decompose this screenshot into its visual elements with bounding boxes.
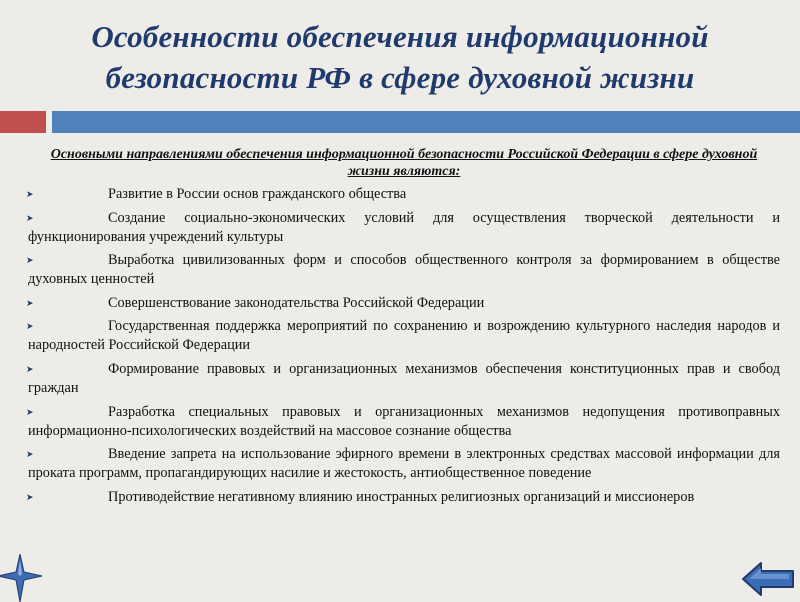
accent-bar-blue [52, 111, 800, 133]
list-item-text: Противодействие негативному влиянию иностранных религиозных организаций и миссионеров [108, 488, 695, 505]
chevron-right-icon: ➤ [26, 255, 34, 266]
list-item [28, 403, 780, 441]
list-item [28, 317, 780, 355]
list-item [28, 360, 780, 398]
list-item-text: Формирование правовых и организационных механизмов обеспечения конституционных прав и свобод граждан [28, 360, 780, 396]
list-item [28, 294, 780, 313]
list-item [28, 251, 780, 289]
back-button[interactable] [741, 561, 795, 597]
left-arrow-icon [743, 563, 793, 595]
list-item [28, 185, 780, 204]
slide-content [28, 146, 780, 511]
list-item [28, 488, 780, 507]
slide-title: Особенности обеспечения информационной безопасности РФ в сфере духовной жизни [91, 19, 709, 95]
chevron-right-icon: ➤ [26, 321, 34, 332]
chevron-right-icon: ➤ [26, 297, 34, 308]
list-item-text: Создание социально-экономических условий для осуществления творческой деятельности и функционирования учреждений культуры [28, 209, 780, 245]
chevron-right-icon: ➤ [26, 491, 34, 502]
compass-star-icon [0, 554, 46, 602]
chevron-right-icon: ➤ [26, 449, 34, 460]
list-item-text: Введение запрета на использование эфирного времени в электронных средствах массовой информации для проката программ, пропагандирующих насилие и жестокость, антиобщественное поведение [28, 446, 780, 482]
slide-subheading: Основными направлениями обеспечения информационной безопасности Российской Федерации в сфере духовной жизни являются: [50, 147, 758, 179]
chevron-right-icon: ➤ [26, 212, 34, 223]
chevron-right-icon: ➤ [26, 189, 34, 199]
list-item [28, 209, 780, 247]
list-item-text: Совершенствование законодательства Российской Федерации [108, 294, 485, 311]
list-item-text: Разработка специальных правовых и организационных механизмов недопущения противоправных информационно-психологических воздействий на массовое сознание общества [28, 403, 780, 439]
accent-bar-red [0, 111, 46, 133]
list-item-text: Выработка цивилизованных форм и способов общественного контроля за формированием в обществе духовных ценностей [28, 252, 780, 288]
list-item-text: Развитие в России основ гражданского общества [108, 186, 407, 202]
list-item [28, 445, 780, 483]
chevron-right-icon: ➤ [26, 363, 34, 374]
chevron-right-icon: ➤ [26, 406, 34, 417]
list-item-text: Государственная поддержка мероприятий по сохранению и возрождению культурного наследия народов и народностей Российской Федерации [28, 318, 780, 354]
